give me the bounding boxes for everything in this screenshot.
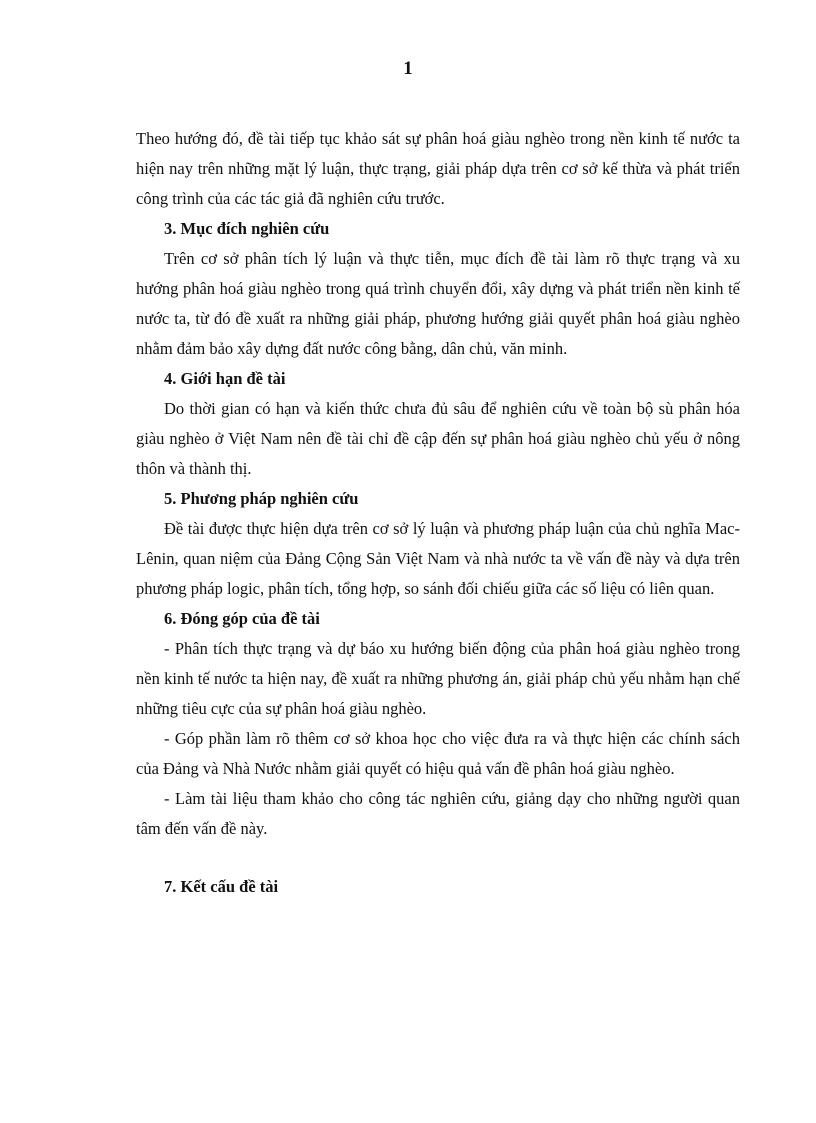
section-paragraph-method: Đề tài được thực hiện dựa trên cơ sở lý luận và phương pháp luận của chủ nghĩa Mac-Lênin, quan niệm của Đảng Cộng Sản Việt Nam và nhà nước ta về vấn đề này và dựa trên phương pháp logic, phân tích, tổng hợp, so sánh đối chiếu giữa các số liệu có liên quan. [136,519,740,598]
contribution-item: - Làm tài liệu tham khảo cho công tác nghiên cứu, giảng dạy cho những người quan tâm đến vấn đề này. [136,789,740,838]
section-paragraph-purpose: Trên cơ sở phân tích lý luận và thực tiễn, mục đích đề tài làm rõ thực trạng và xu hướng phân hoá giàu nghèo trong quá trình chuyển đổi, xây dựng và phát triển nền kinh tế nước ta, từ đó đề xuất ra những giải pháp, phương hướng giải quyết phân hoá giàu nghèo nhằm đảm bảo xây dựng đất nước công bằng, dân chủ, văn minh. [136,249,740,358]
section-heading-scope: 4. Giới hạn đề tài [164,369,286,388]
section-heading-purpose: 3. Mục đích nghiên cứu [164,219,330,238]
document-body [136,124,740,902]
contribution-item: - Phân tích thực trạng và dự báo xu hướng biến động của phân hoá giàu nghèo trong nền kinh tế nước ta hiện nay, đề xuất ra những phương án, giải pháp chủ yếu nhằm hạn chế những tiêu cực của sự phân hoá giàu nghèo. [136,639,740,718]
section-paragraph-scope: Do thời gian có hạn và kiến thức chưa đủ sâu để nghiên cứu về toàn bộ sù phân hóa giàu nghèo ở Việt Nam nên đề tài chỉ đề cập đến sự phân hoá giàu nghèo chủ yếu ở nông thôn và thành thị. [136,399,740,478]
section-heading-structure: 7. Kết cấu đề tài [164,877,279,896]
section-heading-method: 5. Phương pháp nghiên cứu [164,489,359,508]
contribution-item: - Góp phần làm rõ thêm cơ sở khoa học cho việc đưa ra và thực hiện các chính sách của Đảng và Nhà Nước nhằm giải quyết có hiệu quả vấn đề phân hoá giàu nghèo. [136,729,740,778]
section-heading-contribution: 6. Đóng góp của đề tài [164,609,320,628]
intro-paragraph: Theo hướng đó, đề tài tiếp tục khảo sát sự phân hoá giàu nghèo trong nền kinh tế nước ta hiện nay trên những mặt lý luận, thực trạng, giải pháp dựa trên cơ sở kế thừa và phát triển công trình của các tác giả đã nghiên cứu trước. [136,129,740,208]
page-number: 1 [403,58,413,79]
